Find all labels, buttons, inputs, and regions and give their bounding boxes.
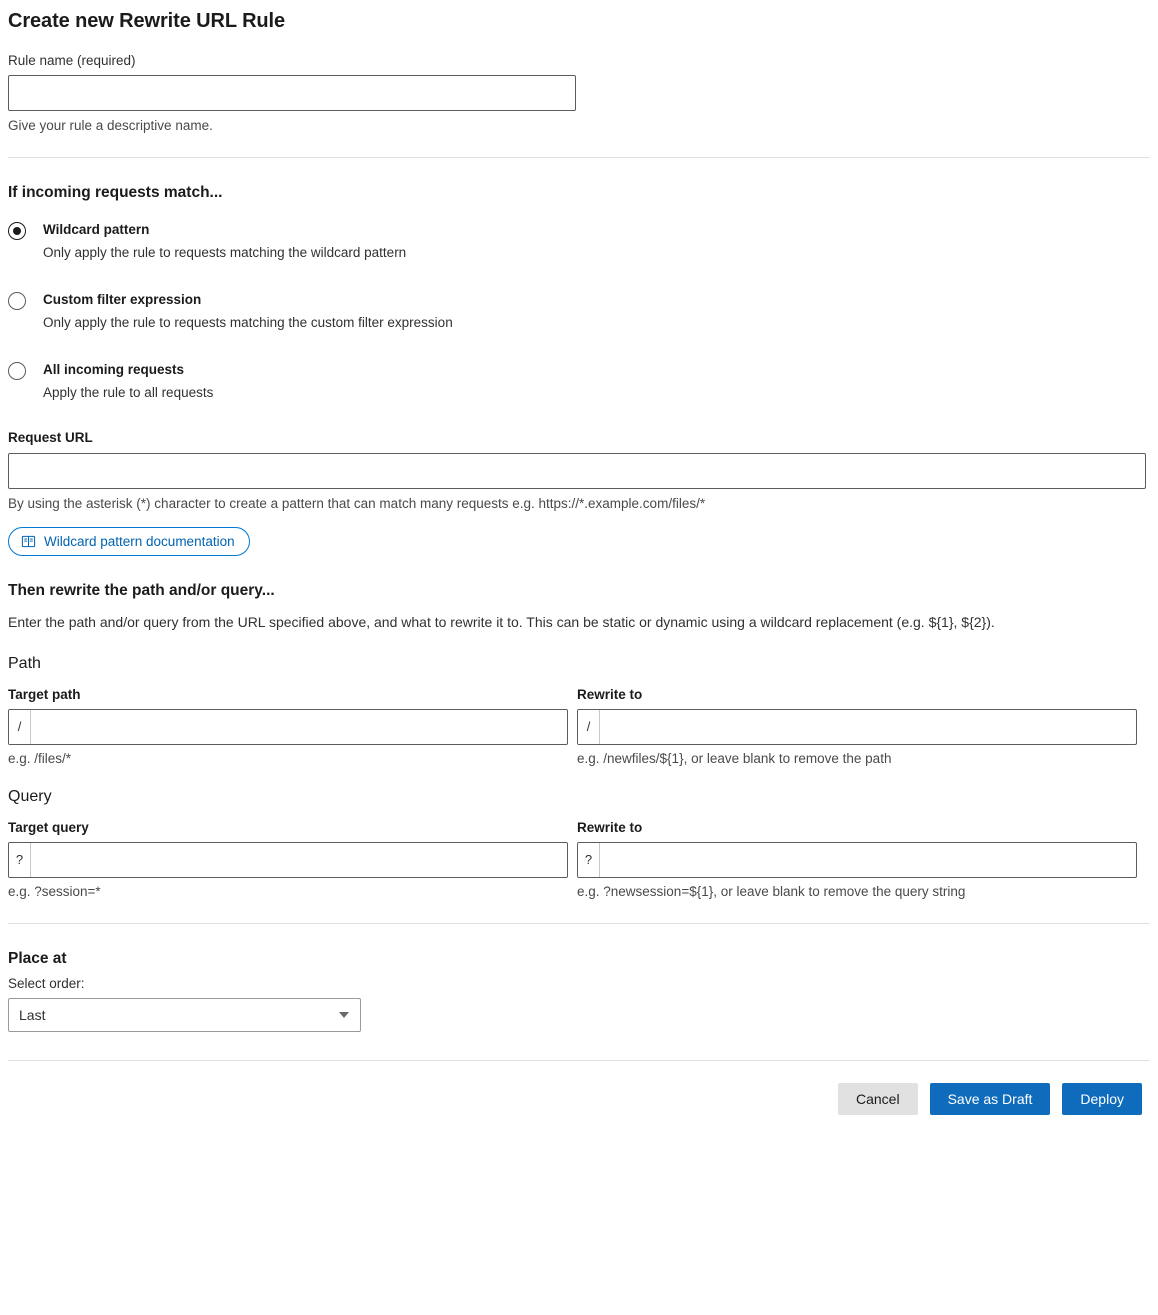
wildcard-pattern-documentation-label: Wildcard pattern documentation: [44, 533, 235, 549]
divider-footer: [8, 1060, 1150, 1061]
rewrite-section-heading: Then rewrite the path and/or query...: [8, 581, 275, 599]
target-path-input[interactable]: [31, 710, 567, 744]
target-path-prefix: /: [9, 710, 31, 744]
rule-name-input[interactable]: [8, 75, 576, 111]
divider-place-at: [8, 923, 1150, 924]
divider-top: [8, 157, 1150, 158]
select-order-label: Select order:: [8, 975, 85, 991]
target-query-helper: e.g. ?session=*: [8, 883, 101, 899]
request-url-helper: By using the asterisk (*) character to create a pattern that can match many requests e.g. https://*.example.com/files/*: [8, 495, 706, 511]
path-rewrite-to-field[interactable]: [577, 709, 1137, 745]
request-url-input[interactable]: [8, 453, 1146, 489]
save-as-draft-button[interactable]: Save as Draft: [930, 1083, 1051, 1115]
radio-desc-all-incoming-requests: Apply the rule to all requests: [43, 384, 214, 400]
select-order-dropdown[interactable]: [8, 998, 361, 1032]
query-rewrite-to-helper: e.g. ?newsession=${1}, or leave blank to remove the query string: [577, 883, 966, 899]
create-rewrite-url-rule-page: [0, 10, 1158, 1115]
radio-label-custom-filter-expression: Custom filter expression: [43, 291, 202, 307]
radio-label-all-incoming-requests: All incoming requests: [43, 361, 185, 377]
query-rewrite-to-input[interactable]: [600, 843, 1136, 877]
target-query-label: Target query: [8, 819, 89, 835]
place-at-heading: Place at: [8, 949, 67, 967]
target-query-column: [8, 820, 577, 899]
path-rewrite-to-prefix: /: [578, 710, 600, 744]
query-rewrite-to-field[interactable]: [577, 842, 1137, 878]
page-title: Create new Rewrite URL Rule: [8, 10, 286, 32]
path-rewrite-to-input[interactable]: [600, 710, 1136, 744]
select-order-value[interactable]: Last: [8, 998, 361, 1032]
match-radio-group: [8, 220, 1150, 404]
radio-option-custom-filter-expression[interactable]: [8, 290, 1150, 334]
query-rewrite-to-column: [577, 820, 1146, 899]
radio-option-wildcard-pattern[interactable]: [8, 220, 1150, 264]
footer-actions: [8, 1083, 1150, 1115]
target-query-prefix: ?: [9, 843, 31, 877]
book-icon: [21, 534, 36, 549]
path-row: [8, 687, 1150, 766]
query-rewrite-to-label: Rewrite to: [577, 819, 643, 835]
query-heading: Query: [8, 787, 52, 805]
path-rewrite-to-helper: e.g. /newfiles/${1}, or leave blank to remove the path: [577, 750, 892, 766]
radio-icon-wildcard-pattern[interactable]: [8, 222, 26, 240]
target-path-field[interactable]: [8, 709, 568, 745]
radio-icon-all-incoming-requests[interactable]: [8, 362, 26, 380]
deploy-button[interactable]: Deploy: [1062, 1083, 1142, 1115]
target-path-column: [8, 687, 577, 766]
match-section-heading: If incoming requests match...: [8, 184, 223, 201]
radio-label-wildcard-pattern: Wildcard pattern: [43, 222, 150, 237]
query-row: [8, 820, 1150, 899]
target-path-label: Target path: [8, 686, 81, 702]
radio-option-all-incoming-requests[interactable]: [8, 360, 1150, 404]
wildcard-pattern-documentation-link[interactable]: [8, 527, 250, 556]
path-rewrite-to-label: Rewrite to: [577, 686, 643, 702]
target-query-input[interactable]: [31, 843, 567, 877]
path-rewrite-to-column: [577, 687, 1146, 766]
cancel-button[interactable]: Cancel: [838, 1083, 918, 1115]
radio-icon-custom-filter-expression[interactable]: [8, 292, 26, 310]
rule-name-helper: Give your rule a descriptive name.: [8, 118, 213, 133]
rule-name-label: Rule name (required): [8, 53, 136, 68]
request-url-label: Request URL: [8, 429, 93, 445]
radio-desc-custom-filter-expression: Only apply the rule to requests matching the custom filter expression: [43, 314, 453, 330]
target-path-helper: e.g. /files/*: [8, 750, 72, 766]
target-query-field[interactable]: [8, 842, 568, 878]
query-rewrite-to-prefix: ?: [578, 843, 600, 877]
rewrite-section-description: Enter the path and/or query from the URL specified above, and what to rewrite it to. This can be static or dynamic using a wildcard replacement (e.g. ${1}, ${2}).: [8, 613, 995, 630]
path-heading: Path: [8, 654, 41, 672]
radio-desc-wildcard-pattern: Only apply the rule to requests matching the wildcard pattern: [43, 244, 407, 260]
